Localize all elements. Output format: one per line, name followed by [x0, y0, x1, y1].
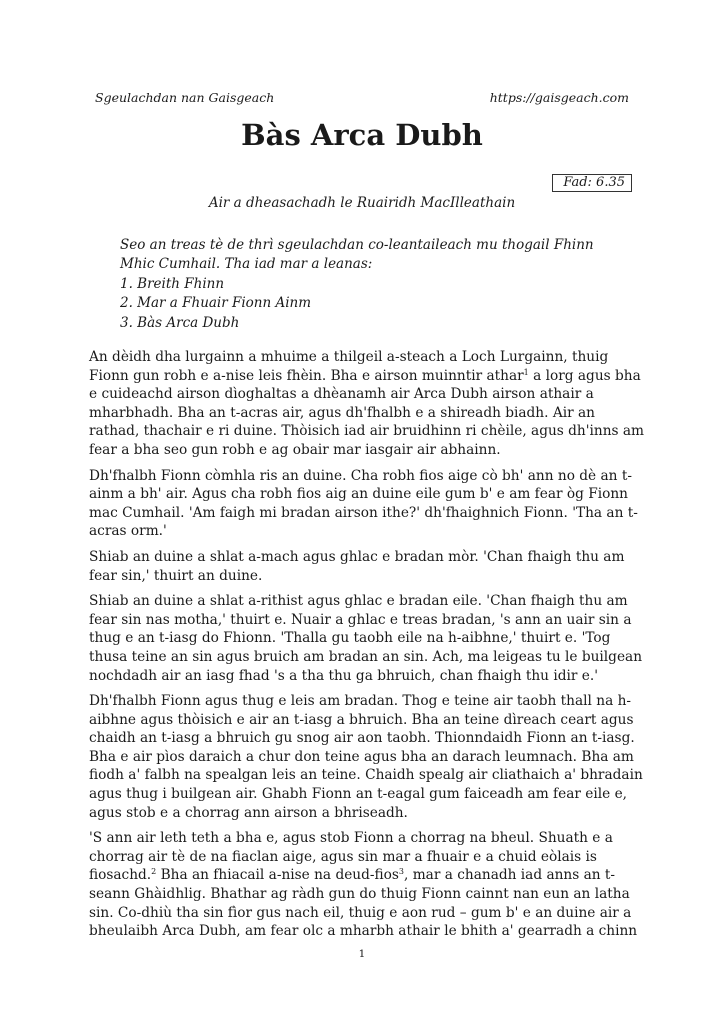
text-line: chaidh an t-iasg a bhruich gu snog air aon taobh. Thionndaidh Fionn an t-iasg.: [89, 730, 635, 747]
text-line: fear sin,' thuirt an duine.: [89, 567, 263, 584]
text-line: nochdadh air an iasg fhad 's a tha thu ga bhruich, chan fhaigh thu idir e.': [89, 667, 598, 684]
text-line: Shiab an duine a shlat a-rithist agus ghlac e bradan eile. 'Chan fhaigh thu am: [89, 593, 628, 610]
text-line: fiodh a' falbh na spealgan leis an teine. Chaidh spealg air cliathaich a' bhradain: [89, 767, 643, 784]
story-body: [89, 348, 645, 948]
text-line: fear a bha seo gun robh e ag obair mar iasgair air abhainn.: [89, 441, 501, 458]
translator-credit: Air a dheasachadh le Ruairidh MacIlleathain: [208, 195, 516, 211]
paragraph: [89, 467, 638, 541]
length-box: Fad: 6.35: [552, 174, 632, 192]
text-line: Dh'fhalbh Fionn còmhla ris an duine. Cha robh fios aige cò bh' ann no dè an t-: [89, 467, 632, 484]
text-line: mac Cumhail. 'Am faigh mi bradan airson ithe?' dh'fhaighnich Fionn. 'Tha an t-: [89, 504, 638, 521]
intro-line: Mhic Cumhail. Tha iad mar a leanas:: [120, 256, 373, 273]
text-line: acras orm.': [89, 523, 167, 540]
footnote-marker[interactable]: 1: [523, 367, 529, 377]
text-line: 'S ann air leth teth a bha e, agus stob Fionn a chorrag na bheul. Shuath e a: [89, 830, 613, 847]
text-line: seann Ghàidhlig. Bhathar ag ràdh gun do thuig Fionn cainnt nan eun an latha: [89, 886, 630, 903]
paragraph: [89, 829, 638, 941]
intro-list-item: 2. Mar a Fhuair Fionn Ainm: [120, 295, 312, 312]
page-number: 1: [358, 948, 366, 960]
text-line: aibhne agus thòisich e air an t-iasg a bhruich. Bha an teine dìreach ceart agus: [89, 711, 634, 728]
text-line: ainm a bh' air. Agus cha robh fios aig an duine eile gum b' e am fear òg Fionn: [89, 486, 628, 503]
intro-line: Seo an treas tè de thrì sgeulachdan co-leantaileach mu thogail Fhinn: [120, 237, 594, 253]
text-line: thusa teine an sin agus bruich am bradan an sin. Ach, ma leigeas tu le builgean: [89, 648, 643, 665]
intro-block: [120, 236, 640, 333]
text-line: agus stob e a chorrag ann airson a bhriseadh.: [89, 804, 408, 821]
footnote-marker[interactable]: 3: [398, 867, 404, 877]
text-line: An dèidh dha lurgainn a mhuime a thilgeil a-steach a Loch Lurgainn, thuig: [89, 349, 609, 365]
intro-list-item: 1. Breith Fhinn: [120, 275, 225, 292]
text-line: Fionn gun robh e a-nise leis fhèin. Bha e airson muinntir athar$^1$ a lorg agus bha: [89, 367, 641, 384]
text-line: bheulaibh Arca Dubh, am fear olc a mharbh athair le bhith a' gearradh a chinn: [89, 923, 638, 940]
intro-list-item: 3. Bàs Arca Dubh: [120, 314, 240, 331]
header-series-title: Sgeulachdan nan Gaisgeach: [95, 90, 275, 105]
page-title: Bàs Arca Dubh: [241, 118, 483, 152]
paragraph: [89, 592, 643, 685]
paragraph: [89, 548, 634, 585]
paragraph: [89, 348, 645, 460]
text-line: Bha e air pìos daraich a chur don teine agus bha an darach leumnach. Bha am: [89, 748, 634, 765]
header-url[interactable]: https://gaisgeach.com: [489, 90, 629, 105]
text-line: Dh'fhalbh Fionn agus thug e leis am bradan. Thog e teine air taobh thall na h-: [89, 693, 632, 710]
text-line: mharbhadh. Bha an t-acras air, agus dh'fhalbh e a shireadh biadh. Air an: [89, 404, 595, 421]
text-line: fear sin nas motha,' thuirt e. Nuair a ghlac e treas bradan, 's ann an uair sin a: [89, 611, 632, 628]
text-line: thug e an t-iasg do Fhionn. 'Thalla gu taobh eile na h-aibhne,' thuirt e. 'Tog: [89, 630, 611, 647]
footnote-marker[interactable]: 2: [151, 867, 157, 877]
text-line: sin. Co-dhiù tha sin fìor gus nach eil, thuig e aon rud – gum b' e an duine air a: [89, 904, 632, 921]
running-header: [95, 90, 629, 105]
text-line: agus thug i builgean air. Ghabh Fionn an t-eagal gum faiceadh am fear eile e,: [89, 786, 628, 803]
text-line: chorrag air tè de na fiaclan aige, agus sin mar a fhuair e a chuid eòlais is: [89, 848, 597, 865]
text-line: rathad, thachair e ri duine. Thòisich iad air bruidhinn ri chèile, agus dh'inns am: [89, 423, 645, 440]
text-line: e cuideachd airson dìoghaltas a dhèanamh air Arca Dubh airson athair a: [89, 386, 594, 403]
text-line: Shiab an duine a shlat a-mach agus ghlac e bradan mòr. 'Chan fhaigh thu am: [89, 548, 625, 565]
paragraph: [89, 692, 643, 822]
text-line: fiosachd.$^2$ Bha an fhiacail a-nise na deud-fios$^3$, mar a chanadh iad anns an t-: [89, 867, 616, 884]
